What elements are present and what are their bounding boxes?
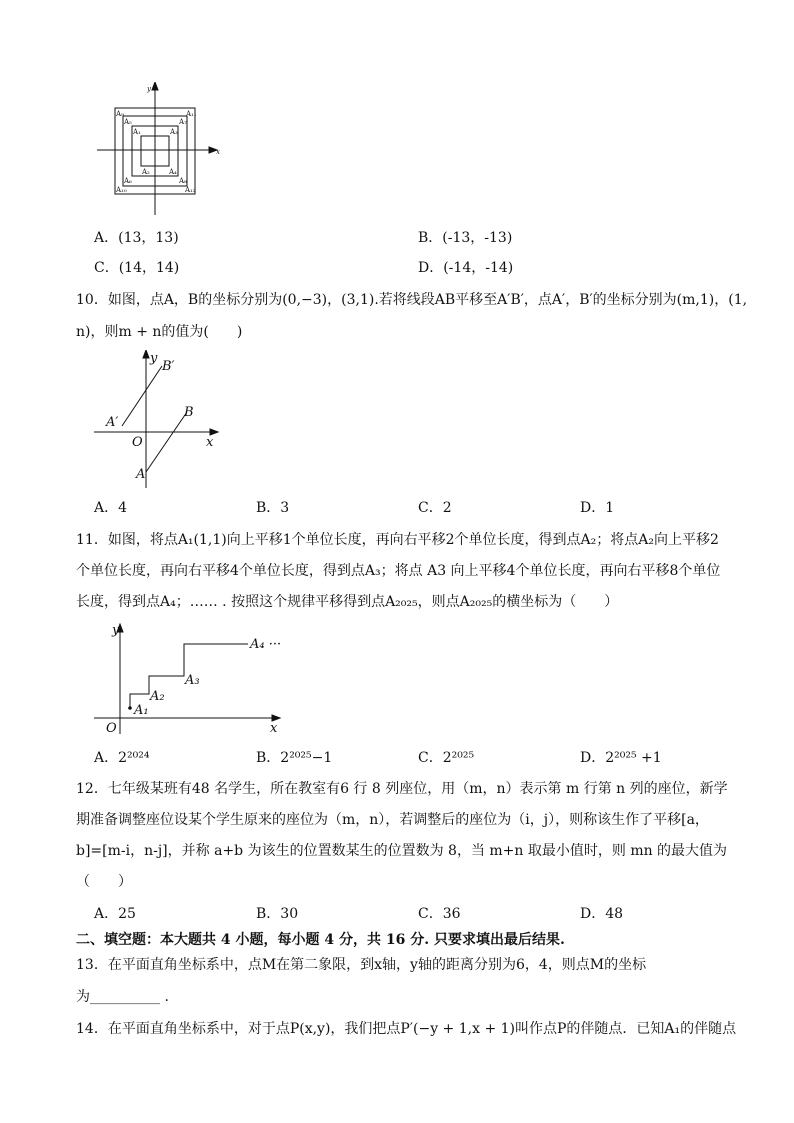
q9-option-a[interactable]: A．(13，13) <box>94 230 179 246</box>
q11-label-a4: A₄ ··· <box>250 637 282 652</box>
q10-option-d[interactable]: D．1 <box>580 500 615 516</box>
fig9-label-a7: A₇ <box>179 118 187 126</box>
q11-label-a1: A₁ <box>134 703 149 718</box>
q11-label-a3: A₃ <box>185 673 200 688</box>
section-heading: 二、填空题：本大题共 4 小题，每小题 4 分，共 16 分. 只要求填出最后结果. <box>76 932 565 948</box>
segment-a-prime-b-prime <box>122 366 162 426</box>
q10-text-line2: n)，则m + n的值为( ) <box>76 324 243 340</box>
q11-label-y: y <box>112 623 120 638</box>
q12-option-d[interactable]: D．48 <box>580 906 624 922</box>
point-a1 <box>128 706 132 710</box>
q11-label-a2: A₂ <box>150 689 165 704</box>
q10-label-o: O <box>132 435 143 450</box>
fig9-label-a11: A₁₁ <box>186 110 197 118</box>
q12-option-b[interactable]: B．30 <box>256 906 299 922</box>
q11-option-d[interactable]: D．2²⁰²⁵ +1 <box>580 750 662 766</box>
fig9-label-a1: A₁ <box>133 128 141 136</box>
q12-option-c[interactable]: C．36 <box>418 906 461 922</box>
q10-option-c[interactable]: C．2 <box>418 500 452 516</box>
fig9-label-a6: A₆ <box>124 177 132 185</box>
q10-label-a: A <box>136 467 146 482</box>
q12-text-line3: b]=[m-i，n-j]，并称 a+b 为该生的位置数某生的位置数为 8，当 m+n 取最小值时，则 mn 的最大值为 <box>76 843 728 859</box>
q10-option-a[interactable]: A．4 <box>94 500 128 516</box>
q10-figure <box>94 350 224 490</box>
fig9-label-a9: A₉ <box>116 110 124 118</box>
q13-text-line1: 13．在平面直角坐标系中，点M在第二象限，到x轴，y轴的距离分别为6，4，则点M的坐标 <box>76 957 647 973</box>
q11-option-b[interactable]: B．2²⁰²⁵−1 <box>256 750 333 766</box>
q10-y-arrow <box>143 350 149 358</box>
q11-text-line2: 个单位长度，再向右平移4个单位长度，得到点A₃；将点 A3 向上平移4个单位长度，再向右平移8个单位 <box>76 563 721 579</box>
fig9-y-label: y <box>147 85 151 93</box>
fig9-label-a12: A₁₂ <box>185 186 196 194</box>
q9-option-b[interactable]: B．(-13，-13) <box>418 230 513 246</box>
q11-text-line1: 11．如图，将点A₁(1,1)向上平移1个单位长度，再向右平移2个单位长度，得到点A₂；将点A₂向上平移2 <box>76 532 719 548</box>
q10-label-y: y <box>150 351 158 366</box>
q9-option-d[interactable]: D．(-14，-14) <box>418 260 514 276</box>
y-arrow <box>152 82 158 90</box>
q11-option-a[interactable]: A．2²⁰²⁴ <box>94 750 150 766</box>
nested-squares-figure <box>95 82 225 217</box>
q10-text-line1: 10．如图，点A，B的坐标分别为(0,−3)，(3,1).若将线段AB平移至A′B′，点A′，B′的坐标分别为(m,1)，(1, <box>76 292 748 308</box>
q11-text-line3: 长度，得到点A₄；…… . 按照这个规律平移得到点A₂₀₂₅，则点A₂₀₂₅的横坐标为（ ） <box>76 594 619 610</box>
fig9-label-a5: A₅ <box>124 118 132 126</box>
q10-label-b: B <box>184 405 194 420</box>
q10-label-a-prime: A′ <box>106 415 119 430</box>
fig9-label-a8: A₈ <box>179 177 187 185</box>
fig9-label-a3: A₃ <box>170 128 178 136</box>
q12-text-line4: （ ） <box>76 874 132 890</box>
fig9-label-a4: A₄ <box>169 168 177 176</box>
q11-figure <box>92 622 292 740</box>
q12-text-line1: 12．七年级某班有48 名学生，所在教室有6 行 8 列座位，用（m，n）表示第 m 行第 n 列的座位，新学 <box>76 781 728 797</box>
q12-text-line2: 期准备调整座位设某个学生原来的座位为（m，n），若调整后的座位为（i，j），则称该生作了平移[a， <box>76 812 709 828</box>
q11-label-o: O <box>106 721 117 736</box>
fig9-label-a2: A₂ <box>142 168 150 176</box>
q13-text-line2: 为__________ . <box>76 989 169 1005</box>
q12-option-a[interactable]: A．25 <box>94 906 136 922</box>
fig9-x-label: x <box>216 148 220 156</box>
q10-label-b-prime: B′ <box>162 359 175 374</box>
q11-label-x: x <box>270 721 278 736</box>
segment-ab <box>146 412 187 472</box>
fig9-label-a10: A₁₀ <box>116 186 127 194</box>
q11-option-c[interactable]: C．2²⁰²⁵ <box>418 750 475 766</box>
q10-label-x: x <box>206 435 214 450</box>
q14-text-line1: 14．在平面直角坐标系中，对于点P(x,y)，我们把点P′(−y + 1,x + 1)叫作点P的伴随点．已知A₁的伴随点 <box>76 1021 737 1037</box>
q10-option-b[interactable]: B．3 <box>256 500 290 516</box>
q9-option-c[interactable]: C．(14，14) <box>94 260 180 276</box>
